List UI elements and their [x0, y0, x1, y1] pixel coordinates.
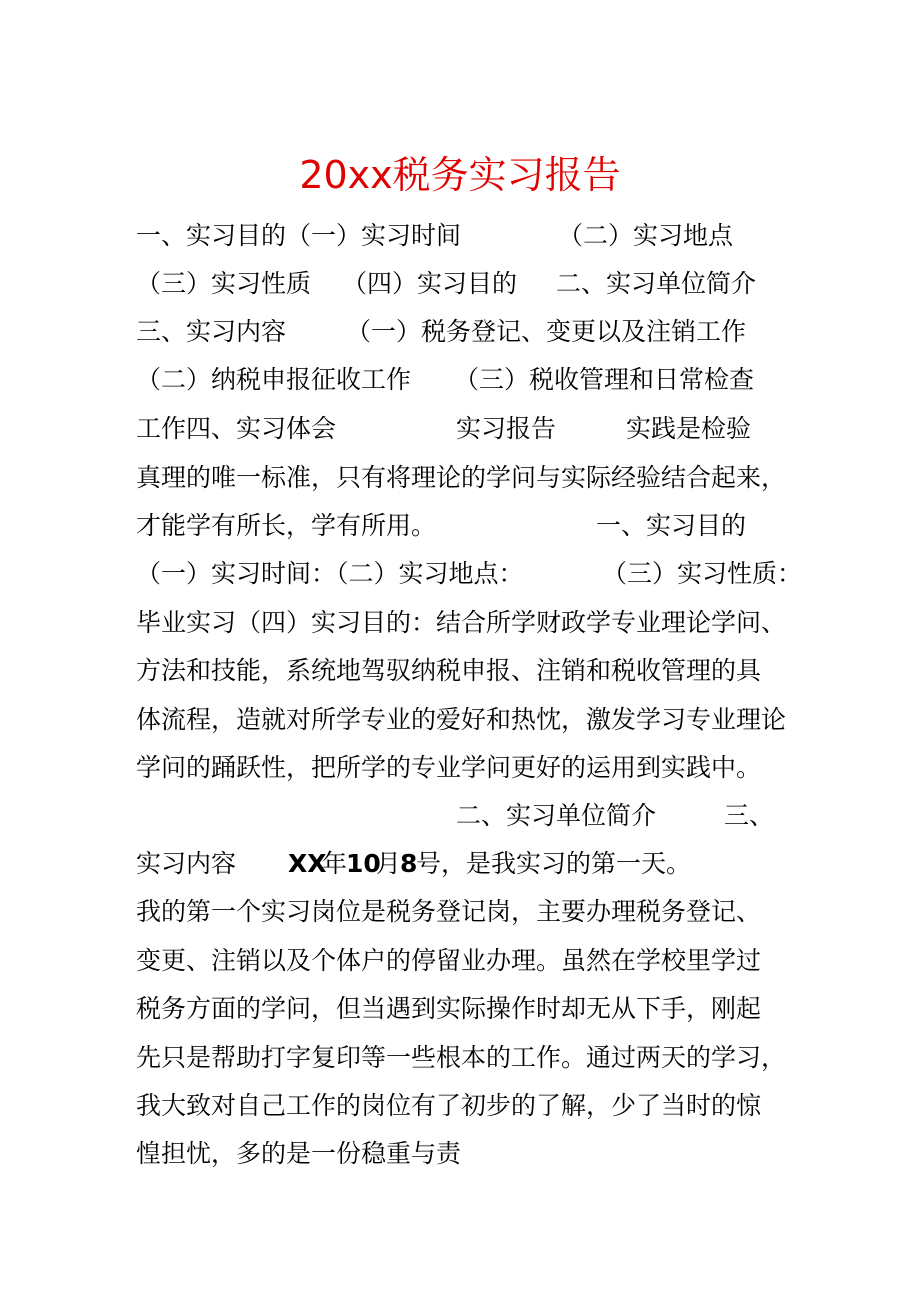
text-segment: （四）实习目的 [342, 269, 518, 298]
text-segment: （三）税收管理和日常检查 [454, 365, 755, 394]
text-segment: （一）实习时间：（二）实习地点： [136, 559, 524, 588]
text-segment: 月 [376, 849, 402, 878]
text-segment: 实习报告 [456, 414, 557, 443]
text-segment: （二）纳税申报征收工作 [136, 365, 412, 394]
text-segment: 一、实习目的 [596, 511, 747, 540]
text-segment: 二、实习单位简介 [456, 801, 657, 830]
text-segment: 方法和技能，系统地驾驭纳税申报、注销和税收管理的具 [136, 656, 762, 685]
text-segment: 8 [400, 849, 418, 878]
text-segment: 一、实习目的（一）实习时间 [136, 221, 462, 250]
text-segment: 真理的唯一标准，只有将理论的学问与实际经验结合起来， [136, 463, 787, 492]
text-segment: 三、 [724, 801, 775, 830]
text-segment: 先只是帮助打字复印等一些根本的工作。通过两天的学习， [136, 1043, 787, 1072]
text-segment: 税务方面的学问，但当遇到实际操作时却无从下手，刚起 [136, 994, 762, 1023]
text-segment: XX [288, 849, 327, 878]
text-segment: （三）实习性质： [602, 559, 803, 588]
text-segment: 学问的踊跃性，把所学的专业学问更好的运用到实践中。 [136, 753, 762, 782]
text-segment: （一）税务登记、变更以及注销工作 [346, 317, 747, 346]
text-segment: 号，是我实习的第一天。 [416, 849, 692, 878]
text-segment: （二）实习地点 [558, 221, 734, 250]
text-segment: 惶担忧，多的是一份稳重与责 [136, 1139, 462, 1168]
document-title: 20xx税务实习报告 [299, 153, 621, 197]
text-segment: 才能学有所长，学有所用。 [136, 511, 437, 540]
text-segment: 毕业实习（四）实习目的：结合所学财政学专业理论学问、 [136, 608, 787, 637]
text-segment: 变更、注销以及个体户的停留业办理。虽然在学校里学过 [136, 946, 762, 975]
text-segment: 二、实习单位简介 [556, 269, 757, 298]
text-segment: （三）实习性质 [136, 269, 312, 298]
text-segment: 10 [346, 849, 381, 878]
text-segment: 工作四、实习体会 [136, 414, 337, 443]
text-segment: 实践是检验 [626, 414, 752, 443]
text-segment: 三、实习内容 [136, 317, 287, 346]
text-segment: 年 [322, 849, 348, 878]
text-segment: 我大致对自己工作的岗位有了初步的了解，少了当时的惊 [136, 1091, 762, 1120]
text-segment: 我的第一个实习岗位是税务登记岗，主要办理税务登记、 [136, 897, 762, 926]
text-segment: 实习内容 [136, 849, 237, 878]
text-segment: 体流程，造就对所学专业的爱好和热忱，激发学习专业理论 [136, 705, 787, 734]
